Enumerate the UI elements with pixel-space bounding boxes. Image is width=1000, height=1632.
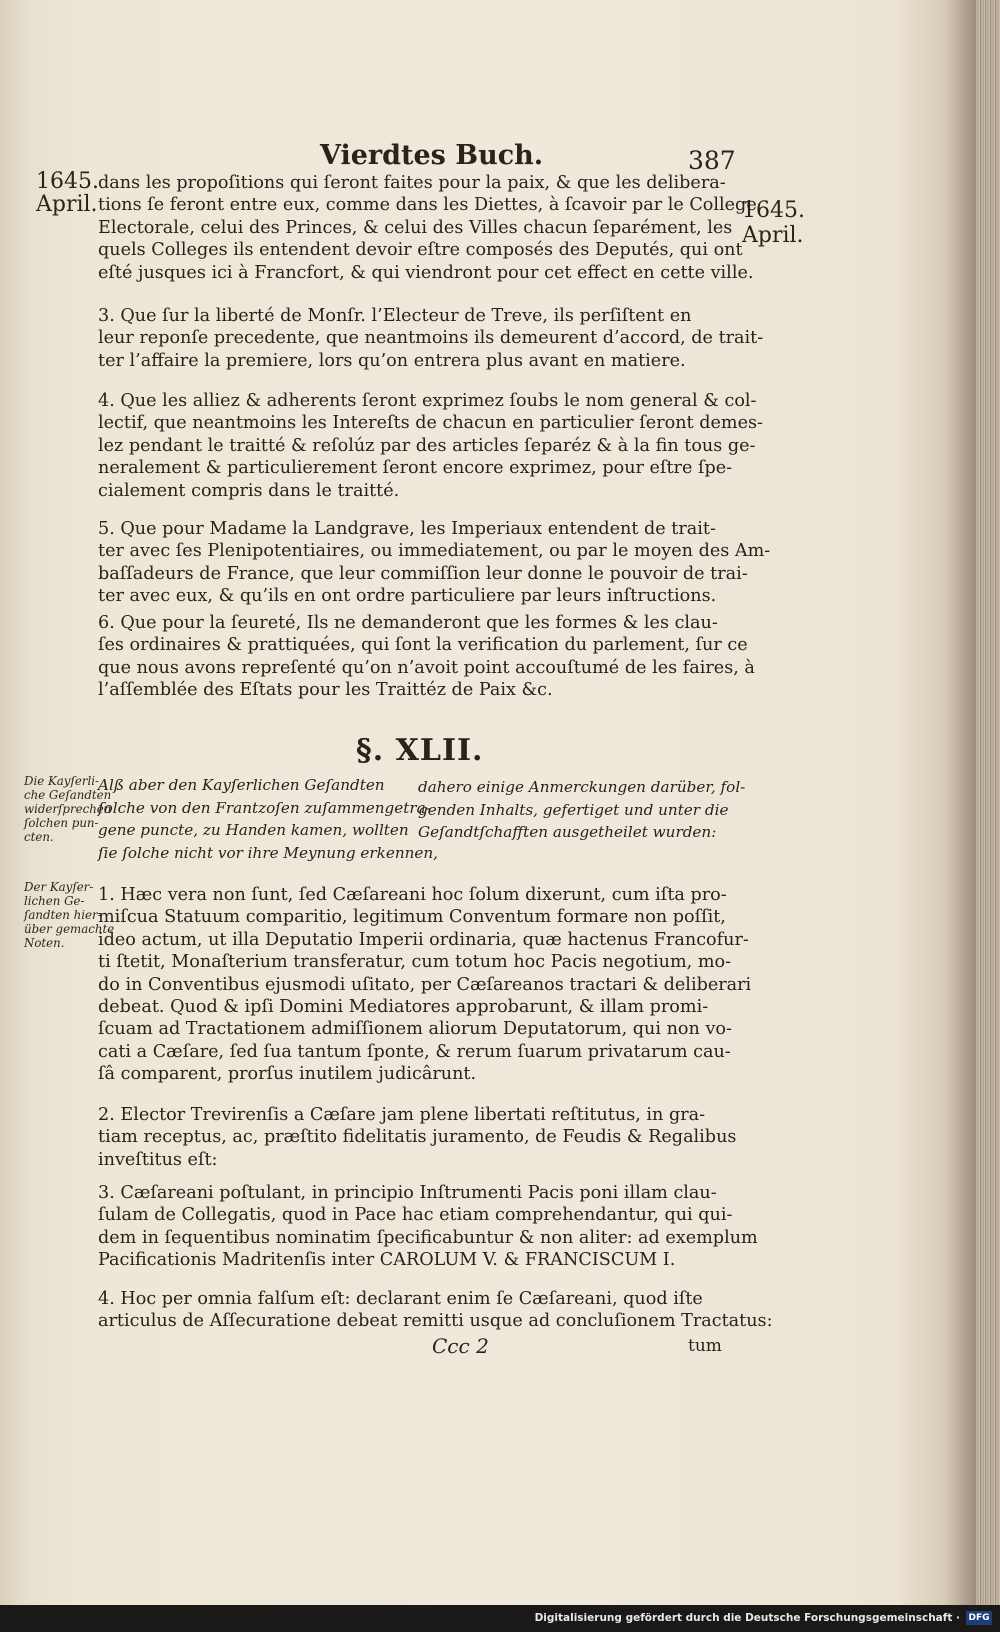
french-paragraph <box>98 172 757 284</box>
french-paragraph-4 <box>98 390 763 502</box>
text-line: 3. Que ſur la liberté de Monſr. l’Electeur de Treve, ils perſiſtent en <box>98 306 692 326</box>
side-note-line: cten. <box>24 830 54 844</box>
footer-credit: Digitalisierung gefördert durch die Deutsche Forschungsgemeinschaft · <box>534 1612 960 1624</box>
text-line: Alß aber den Kayſerlichen Geſandten <box>98 776 385 794</box>
text-line: miſcua Statuum comparitio, legitimum Conventum formare non poſſit, <box>98 907 726 928</box>
text-line: ſcuam ad Tractationem admiſſionem aliorum Deputatorum, qui non vo- <box>98 1019 732 1040</box>
text-line: Pacificationis Madritenſis inter CAROLUM V. & FRANCISCUM I. <box>98 1250 676 1271</box>
section-heading: §. XLII. <box>356 733 484 768</box>
side-note-line: ſandten hier- <box>24 908 102 922</box>
text-line: 5. Que pour Madame la Landgrave, les Imperiaux entendent de trait- <box>98 519 716 539</box>
side-note-line: Die Kayſerli- <box>24 774 99 788</box>
side-note-line: Noten. <box>24 936 65 950</box>
side-note-line: widerſprechen <box>24 802 112 816</box>
text-line: lectif, que neantmoins les Intereſts de chacun en particulier ſeront demes- <box>98 413 763 434</box>
text-line: quels Colleges ils entendent devoir eſtre composés des Deputés, qui ont <box>98 240 743 261</box>
text-line: ſes ordinaires & prattiquées, qui ſont la verification du parlement, ſur ce <box>98 635 748 656</box>
dfg-logo-icon: DFG <box>966 1611 992 1625</box>
page-number: 387 <box>688 146 736 175</box>
text-line: genden Inhalts, gefertiget und unter die <box>418 800 729 819</box>
side-note-line: che Geſandten <box>24 788 112 802</box>
text-line: dahero einige Anmerckungen darüber, fol- <box>418 778 746 796</box>
running-header-title: Vierdtes Buch. <box>320 140 544 171</box>
latin-paragraph-1 <box>98 884 752 1086</box>
latin-paragraph-2 <box>98 1104 737 1171</box>
margin-month-left: April. <box>36 192 98 217</box>
text-line: 4. Que les alliez & adherents ſeront exprimez ſoubs le nom general & col- <box>98 391 757 411</box>
text-line: ter l’affaire la premiere, lors qu’on entrera plus avant en matiere. <box>98 350 686 371</box>
german-column-left <box>98 774 438 864</box>
text-line: ter avec ſes Plenipotentiaires, ou immediatement, ou par le moyen des Am- <box>98 541 771 562</box>
text-line: dem in ſequentibus nominatim ſpecificabuntur & non aliter: ad exemplum <box>98 1227 758 1248</box>
text-line: cialement compris dans le traitté. <box>98 480 400 501</box>
text-line: articulus de Aſſecuratione debeat remitti usque ad concluſionem Tractatus: <box>98 1311 773 1332</box>
text-line: baſſadeurs de France, que leur commiſſion leur donne le pouvoir de trai- <box>98 563 748 584</box>
text-line: ſolche von den Frantzoſen zuſammengetra- <box>98 798 431 817</box>
side-note-line: Der Kayſer- <box>24 880 94 894</box>
margin-date-left <box>36 170 99 216</box>
text-line: lez pendant le traitté & reſolúz par des articles ſeparéz & à la fin tous ge- <box>98 435 756 456</box>
text-line: eſté jusques ici à Francfort, & qui viendront pour cet effect en cette ville. <box>98 262 754 283</box>
text-line: 3. Cæſareani poſtulant, in principio Inſtrumenti Pacis poni illam clau- <box>98 1183 717 1203</box>
text-line: ter avec eux, & qu’ils en ont ordre particuliere par leurs inſtructions. <box>98 586 717 607</box>
french-paragraph-6 <box>98 612 755 702</box>
text-line: debeat. Quod & ipſi Domini Mediatores approbarunt, & illam promi- <box>98 997 709 1018</box>
text-line: gene puncte, zu Handen kamen, wollten <box>98 821 409 839</box>
text-line: leur reponſe precedente, que neantmoins ils demeurent d’accord, de trait- <box>98 328 764 349</box>
text-line: neralement & particulierement ſeront encore exprimez, pour eſtre ſpe- <box>98 458 733 479</box>
text-line: inveſtitus eſt: <box>98 1149 218 1170</box>
margin-year-right: 1645. <box>742 198 805 223</box>
margin-month-right: April. <box>742 223 804 248</box>
french-paragraph-3 <box>98 305 764 372</box>
text-line: tiam receptus, ac, præſtito fidelitatis juramento, de Feudis & Regalibus <box>98 1127 737 1148</box>
latin-paragraph-4 <box>98 1288 773 1333</box>
text-line: 2. Elector Trevirenſis a Cæſare jam plene libertati reſtitutus, in gra- <box>98 1105 706 1125</box>
book-page-edges <box>975 0 1000 1605</box>
latin-paragraph-3 <box>98 1182 758 1272</box>
text-line: cati a Cæſare, ſed ſua tantum ſponte, & rerum ſuarum privatarum cau- <box>98 1041 731 1062</box>
signature-mark: Ccc 2 <box>432 1334 489 1358</box>
french-paragraph-5 <box>98 518 771 608</box>
text-line: ſie ſolche nicht vor ihre Meynung erkennen, <box>98 843 439 862</box>
text-line: dans les propoſitions qui ſeront faites pour la paix, & que les delibera- <box>98 173 726 193</box>
text-line: 6. Que pour la ſeureté, Ils ne demanderont que les formes & les clau- <box>98 613 718 633</box>
text-line: l’aſſemblée des Eſtats pour les Traittéz de Paix &c. <box>98 680 553 701</box>
side-note-line: lichen Ge- <box>24 894 85 908</box>
margin-year-left: 1645. <box>36 169 99 194</box>
text-line: Electorale, celui des Princes, & celui des Villes chacun ſeparément, les <box>98 217 733 238</box>
german-column-right <box>418 776 745 844</box>
side-note-line: ſolchen pun- <box>24 816 99 830</box>
text-line: 1. Hæc vera non ſunt, ſed Cæſareani hoc ſolum dixerunt, cum iſta pro- <box>98 885 727 905</box>
catchword: tum <box>688 1336 722 1356</box>
text-line: 4. Hoc per omnia falſum eſt: declarant enim ſe Cæſareani, quod iſte <box>98 1289 703 1309</box>
text-line: ſâ comparent, prorſus inutilem judicârunt. <box>98 1064 477 1085</box>
text-line: ſulam de Collegatis, quod in Pace hac etiam comprehendantur, qui qui- <box>98 1205 733 1226</box>
text-line: ti ſtetit, Monaſterium transferatur, cum totum hoc Pacis negotium, mo- <box>98 952 732 973</box>
text-line: tions ſe feront entre eux, comme dans les Diettes, à ſcavoir par le College <box>98 195 757 216</box>
text-line: do in Conventibus ejusmodi uſitato, per Cæſareanos tractari & deliberari <box>98 974 752 995</box>
side-note-line: über gemachte <box>24 922 115 936</box>
text-line: ideo actum, ut illa Deputatio Imperii ordinaria, quæ hactenus Francofur- <box>98 929 749 950</box>
text-line: que nous avons repreſenté qu’on n’avoit point accouſtumé de les faires, à <box>98 657 755 678</box>
text-line: Geſandtſchafften ausgetheilet wurden: <box>418 823 717 841</box>
